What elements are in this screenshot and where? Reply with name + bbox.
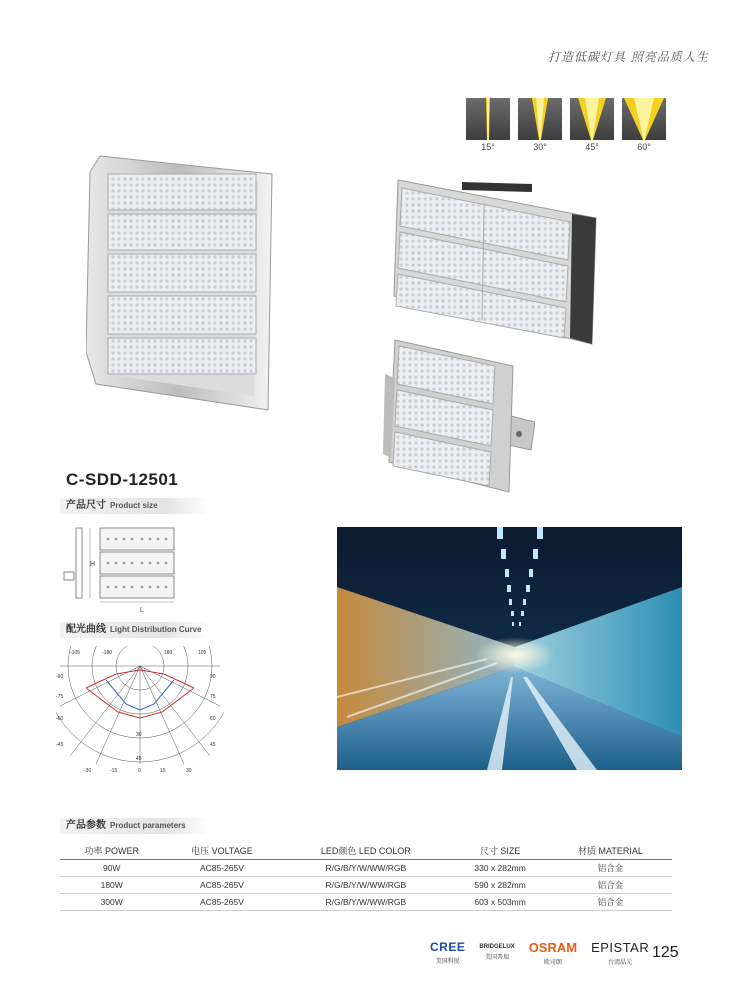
section-header-curve: 配光曲线 Light Distribution Curve <box>60 622 210 638</box>
svg-text:15: 15 <box>160 768 166 774</box>
svg-text:45: 45 <box>136 756 142 762</box>
logo-bridgelux: BRIDGELUX 美国普瑞 <box>479 944 515 961</box>
col-header-power: 功率 POWER <box>60 842 163 860</box>
beam-60: 60° <box>622 98 666 152</box>
svg-text:30: 30 <box>136 732 142 738</box>
svg-text:-45: -45 <box>56 742 64 748</box>
beam-45: 45° <box>570 98 614 152</box>
beam-angle-row <box>466 98 666 152</box>
svg-text:45: 45 <box>210 742 216 748</box>
svg-text:90: 90 <box>210 674 216 680</box>
col-header-material: 材质 MATERIAL <box>549 842 672 860</box>
table-row: 90W AC85-265V R/G/B/Y/W/WW/RGB 330 x 282mm 铝合金 <box>60 860 672 877</box>
table-row: 300W AC85-265V R/G/B/Y/W/WW/RGB 603 x 503mm 铝合金 <box>60 894 672 911</box>
tunnel-photo <box>337 527 682 770</box>
light-distribution-curve <box>56 646 224 776</box>
product-image-small <box>383 338 535 494</box>
svg-text:-180: -180 <box>102 650 113 656</box>
svg-text:-60: -60 <box>56 716 64 722</box>
svg-text:-15: -15 <box>110 768 118 774</box>
svg-text:L: L <box>140 607 144 614</box>
beam-30: 30° <box>518 98 562 152</box>
svg-text:H: H <box>90 561 96 568</box>
size-diagram <box>60 522 190 614</box>
page-number: 125 <box>652 944 679 961</box>
svg-text:180: 180 <box>164 650 173 656</box>
brand-logos <box>430 940 649 966</box>
slogan: 打造低碳灯具 照亮品质人生 <box>548 50 709 64</box>
parameters-table <box>60 842 672 911</box>
model-number: C-SDD-12501 <box>66 470 179 489</box>
section-header-params: 产品参数 Product parameters <box>60 818 210 834</box>
logo-osram: OSRAM 欧司朗 <box>528 940 578 966</box>
table-header-row <box>60 842 672 860</box>
logo-epistar: EPISTAR 台湾晶元 <box>591 940 650 966</box>
product-image-large <box>86 152 276 414</box>
svg-text:-90: -90 <box>56 674 64 680</box>
table-row: 180W AC85-265V R/G/B/Y/W/WW/RGB 590 x 282mm 铝合金 <box>60 877 672 894</box>
col-header-voltage: 电压 VOLTAGE <box>163 842 280 860</box>
col-header-size: 尺寸 SIZE <box>451 842 549 860</box>
logo-cree: CREE 美国科锐 <box>430 940 466 965</box>
svg-text:-105: -105 <box>70 650 81 656</box>
section-header-size: 产品尺寸 Product size <box>60 498 210 514</box>
col-header-led-color: LED颜色 LED COLOR <box>280 842 451 860</box>
svg-text:75: 75 <box>210 694 216 700</box>
svg-text:105: 105 <box>198 650 207 656</box>
svg-text:0: 0 <box>138 768 141 774</box>
svg-text:60: 60 <box>210 716 216 722</box>
svg-text:30: 30 <box>186 768 192 774</box>
beam-15: 15° <box>466 98 510 152</box>
svg-text:-75: -75 <box>56 694 64 700</box>
svg-text:-30: -30 <box>84 768 92 774</box>
product-image-medium <box>392 178 602 346</box>
